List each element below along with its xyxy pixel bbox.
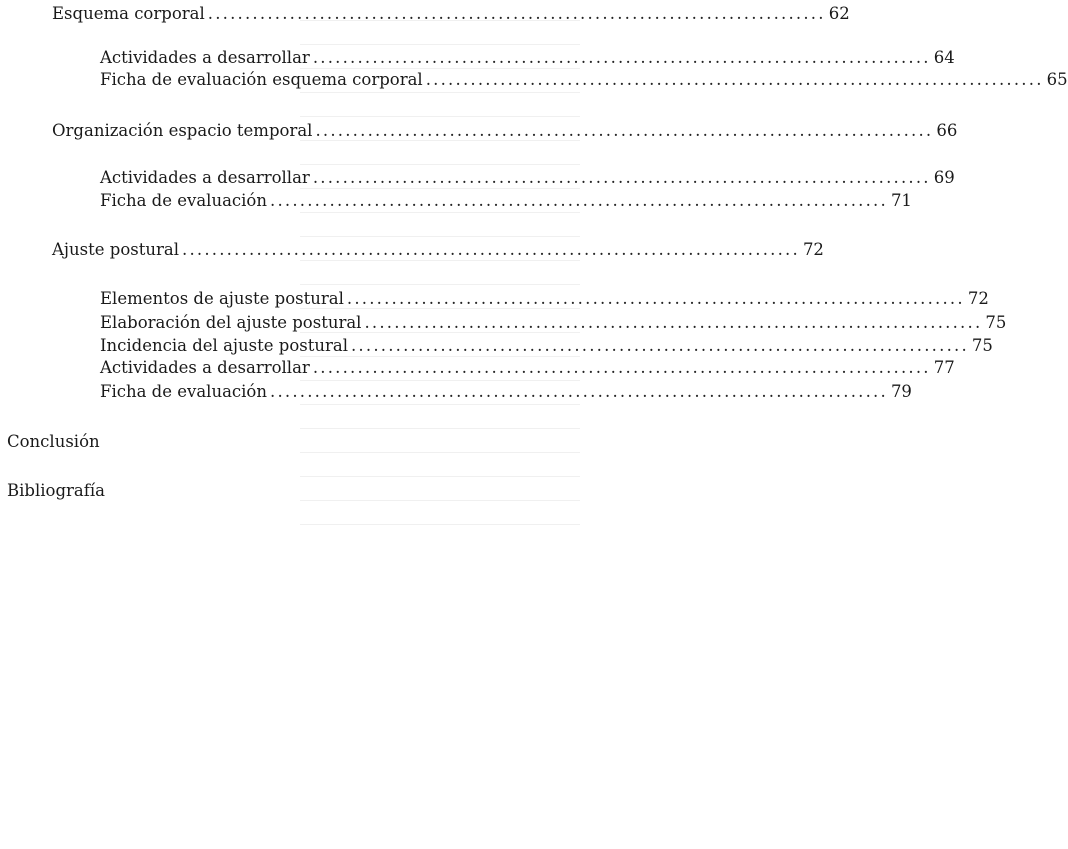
toc-chapter-bibliografia[interactable]: Bibliografía	[7, 481, 105, 500]
toc-item-label: Ficha de evaluación esquema corporal	[100, 70, 423, 89]
toc-item-label: Ficha de evaluación	[100, 191, 267, 210]
toc-page-number: 65	[1046, 70, 1068, 89]
toc-dot-leader: ...................................................................................	[346, 289, 965, 308]
toc-page-number: 75	[985, 313, 1007, 332]
toc-item[interactable]	[100, 313, 1007, 333]
toc-item[interactable]	[100, 70, 1068, 90]
toc-dot-leader: ...................................................................................	[425, 70, 1044, 89]
toc-item[interactable]	[100, 382, 912, 402]
toc-dot-leader: ...................................................................................	[312, 48, 931, 67]
toc-dot-leader: ...................................................................................	[315, 121, 934, 140]
toc-section-organizacion-espacio-temporal[interactable]	[52, 121, 958, 141]
toc-dot-leader: ...................................................................................	[270, 382, 888, 401]
toc-page-number: 75	[971, 336, 993, 355]
toc-section-label: Esquema corporal	[52, 4, 205, 23]
toc-page-number: 72	[802, 240, 824, 259]
toc-dot-leader: ...................................................................................	[364, 313, 983, 332]
toc-item-label: Incidencia del ajuste postural	[100, 336, 348, 355]
toc-item-label: Actividades a desarrollar	[100, 168, 310, 187]
toc-item-label: Actividades a desarrollar	[100, 48, 310, 67]
toc-dot-leader: ...................................................................................	[207, 4, 826, 23]
toc-dot-leader: ...................................................................................	[182, 240, 800, 259]
toc-page-number: 66	[936, 121, 958, 140]
toc-page-number: 72	[967, 289, 989, 308]
toc-section-label: Ajuste postural	[52, 240, 179, 259]
toc-section-ajuste-postural[interactable]	[52, 240, 824, 260]
toc-dot-leader: ...................................................................................	[312, 358, 931, 377]
toc-page-number: 62	[828, 4, 850, 23]
toc-item[interactable]	[100, 48, 955, 68]
toc-page-number: 64	[933, 48, 955, 67]
toc-item-label: Ficha de evaluación	[100, 382, 267, 401]
toc-page-number: 71	[890, 191, 912, 210]
toc-dot-leader: ...................................................................................	[350, 336, 969, 355]
toc-dot-leader: ...................................................................................	[270, 191, 888, 210]
toc-page-number: 77	[933, 358, 955, 377]
toc-section-label: Organización espacio temporal	[52, 121, 313, 140]
toc-item-label: Elaboración del ajuste postural	[100, 313, 362, 332]
toc-chapter-conclusion[interactable]: Conclusión	[7, 432, 100, 451]
toc-item[interactable]	[100, 336, 993, 356]
toc-item[interactable]	[100, 289, 989, 309]
toc-dot-leader: ...................................................................................	[312, 168, 931, 187]
toc-page-number: 79	[890, 382, 912, 401]
toc-item-label: Actividades a desarrollar	[100, 358, 310, 377]
toc-item[interactable]	[100, 191, 912, 211]
bleed-through-shadow	[300, 20, 580, 540]
toc-page-number: 69	[933, 168, 955, 187]
toc-section-esquema-corporal[interactable]	[52, 4, 850, 24]
toc-item[interactable]	[100, 168, 955, 188]
toc-item[interactable]	[100, 358, 955, 378]
toc-item-label: Elementos de ajuste postural	[100, 289, 344, 308]
